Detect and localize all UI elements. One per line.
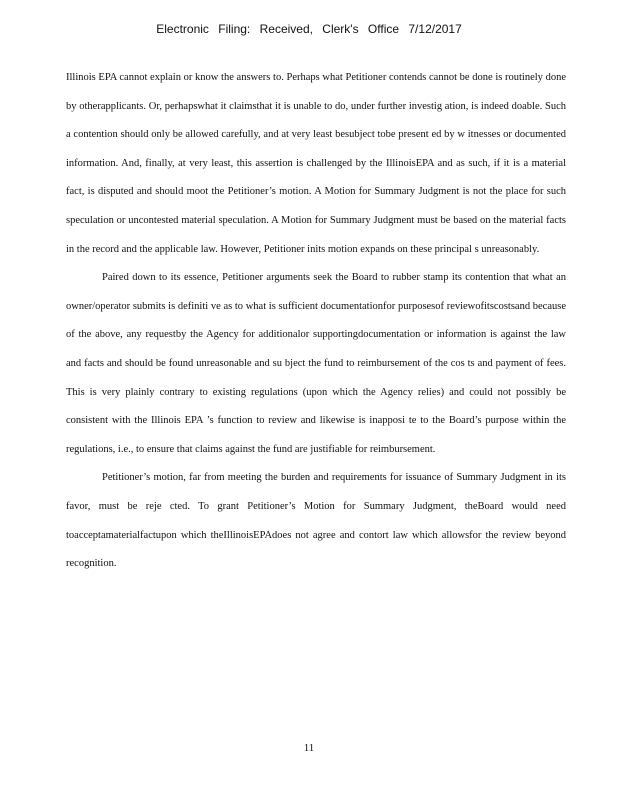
paragraph: Petitioner’s motion, far from meeting the burden and requirements for issuance of Summary Judgment in its favor, must be reje cted. To grant Petitioner’s Motion for Summary Judgment, theBoard would need toacceptamaterialfactupon which theIllinoisEPAdoes not agree and contort law which allowsfor the review beyond recognition. [66,472,566,570]
paragraph: Illinois EPA cannot explain or know the answers to. Perhaps what Petitioner contends cannot be done is routinely done by otherapplicants. Or, perhapswhat it claimsthat it is unable to do, under further investig ation, is indeed doable. Such a contention should only be allowed carefully, and at very least besubject tobe present ed by w itnesses or documented information. And, finally, at very least, this assertion is challenged by the IllinoisEPA and as such, if it is a material fact, is disputed and should moot the Petitioner’s motion. A Motion for Summary Judgment is not the place for such speculation or uncontested material speculation. A Motion for Summary Judgment must be based on the material facts in the record and the applicable law. However, Petitioner inits motion expands on these principal s unreasonably. [66,72,566,255]
page-number: 11 [303,742,315,754]
paragraph: Paired down to its essence, Petitioner arguments seek the Board to rubber stamp its contention that what an owner/operator submits is definiti ve as to what is sufficient documentationfor purposesof reviewofitscostsand because of the above, any requestby the Agency for additionalor supportingdocumentation or information is against the law and facts and should be found unreasonable and su bject the fund to reimbursement of the cos ts and payment of fees. This is very plainly contrary to existing regulations (upon which the Agency relies) and could not possibly be consistent with the Illinois EPA ’s function to review and likewise is inapposi te to the Board’s purpose within the regulations, i.e., to ensure that claims against the fund are justifiable for reimbursement. [66,272,566,455]
document-body [66,64,566,579]
filing-stamp-header: Electronic Filing: Received, Clerk's Office 7/12/2017 [156,22,462,36]
